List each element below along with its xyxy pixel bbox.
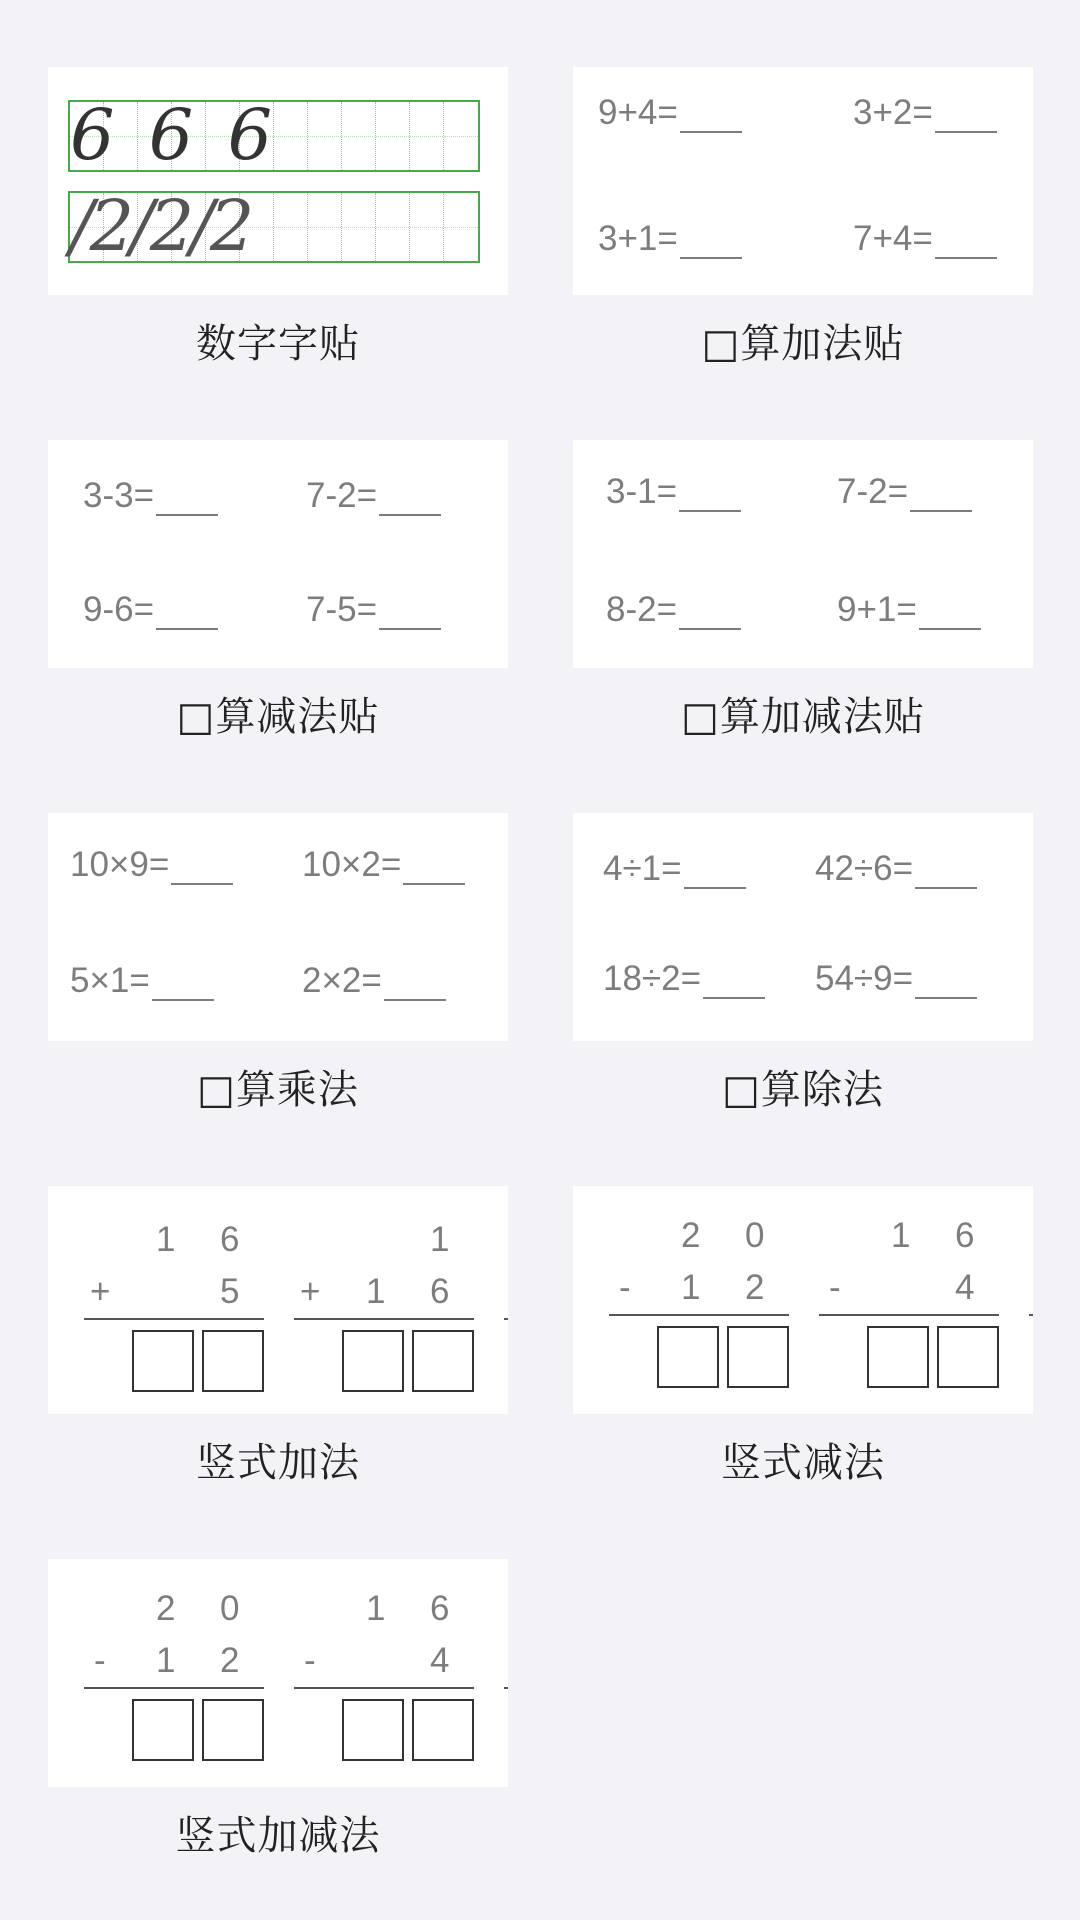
expr-2: 3+2= bbox=[853, 93, 997, 133]
vertical-rule bbox=[84, 1318, 264, 1320]
answer-box[interactable] bbox=[132, 1330, 194, 1392]
expr-2: 7-2= bbox=[306, 476, 441, 516]
vertical-digit: 2 bbox=[745, 1268, 765, 1307]
tile-label-mental-addition[interactable]: □算加法贴 bbox=[701, 321, 905, 367]
expr-4: 2×2= bbox=[302, 961, 446, 1001]
tile-mental-multiplication[interactable] bbox=[48, 813, 508, 1041]
vertical-rule-edge bbox=[504, 1687, 508, 1689]
answer-box[interactable] bbox=[867, 1326, 929, 1388]
vertical-digit: 1 bbox=[891, 1216, 911, 1255]
expr-1: 3-3= bbox=[83, 476, 218, 516]
vertical-digit: 6 bbox=[220, 1220, 240, 1259]
vertical-digit: 1 bbox=[366, 1589, 386, 1628]
tracing-digits-row-1: 6 6 6 bbox=[70, 94, 279, 176]
tile-label-vertical-addition[interactable]: 竖式加法 bbox=[196, 1440, 360, 1486]
vertical-digit: 0 bbox=[220, 1589, 240, 1628]
expr-1: 10×9= bbox=[70, 845, 233, 885]
vertical-rule-edge bbox=[504, 1318, 508, 1320]
tracing-digits-row-2: /2/2/2 bbox=[70, 185, 251, 267]
vertical-operator: - bbox=[619, 1268, 631, 1307]
answer-box[interactable] bbox=[342, 1330, 404, 1392]
expr-4: 7+4= bbox=[853, 219, 997, 259]
expr-3: 5×1= bbox=[70, 961, 214, 1001]
tile-mental-subtraction[interactable] bbox=[48, 440, 508, 668]
vertical-digit: 2 bbox=[156, 1589, 176, 1628]
expr-2: 10×2= bbox=[302, 845, 465, 885]
tile-label-mental-division[interactable]: □算除法 bbox=[722, 1067, 884, 1113]
tile-mental-division[interactable] bbox=[573, 813, 1033, 1041]
vertical-digit: 6 bbox=[430, 1272, 450, 1311]
answer-box[interactable] bbox=[132, 1699, 194, 1761]
tile-label-number-tracing[interactable]: 数字字贴 bbox=[196, 321, 360, 367]
vertical-digit: 1 bbox=[156, 1220, 176, 1259]
tile-mental-addition[interactable] bbox=[573, 67, 1033, 295]
vertical-digit: 1 bbox=[681, 1268, 701, 1307]
expr-1: 3-1= bbox=[606, 472, 741, 512]
answer-box[interactable] bbox=[727, 1326, 789, 1388]
answer-box[interactable] bbox=[342, 1699, 404, 1761]
tile-label-mental-add-sub[interactable]: □算加减法贴 bbox=[681, 694, 925, 740]
expr-2: 7-2= bbox=[837, 472, 972, 512]
answer-box[interactable] bbox=[657, 1326, 719, 1388]
vertical-digit: 1 bbox=[430, 1220, 450, 1259]
vertical-rule bbox=[819, 1314, 999, 1316]
expr-1: 4÷1= bbox=[603, 849, 746, 889]
vertical-digit: 6 bbox=[955, 1216, 975, 1255]
expr-4: 9+1= bbox=[837, 590, 981, 630]
vertical-rule bbox=[294, 1318, 474, 1320]
expr-4: 54÷9= bbox=[815, 959, 977, 999]
vertical-digit: 1 bbox=[366, 1272, 386, 1311]
vertical-digit: 1 bbox=[156, 1641, 176, 1680]
expr-4: 7-5= bbox=[306, 590, 441, 630]
vertical-rule bbox=[294, 1687, 474, 1689]
answer-box[interactable] bbox=[202, 1699, 264, 1761]
vertical-operator: - bbox=[304, 1641, 316, 1680]
vertical-rule bbox=[84, 1687, 264, 1689]
vertical-digit: 2 bbox=[681, 1216, 701, 1255]
vertical-digit: 6 bbox=[430, 1589, 450, 1628]
answer-box[interactable] bbox=[937, 1326, 999, 1388]
tile-label-mental-multiplication[interactable]: □算乘法 bbox=[197, 1067, 359, 1113]
answer-box[interactable] bbox=[412, 1699, 474, 1761]
expr-3: 9-6= bbox=[83, 590, 218, 630]
answer-box[interactable] bbox=[412, 1330, 474, 1392]
tile-vertical-add-sub[interactable] bbox=[48, 1559, 508, 1787]
expr-1: 9+4= bbox=[598, 93, 742, 133]
vertical-digit: 0 bbox=[745, 1216, 765, 1255]
tile-label-vertical-subtraction[interactable]: 竖式减法 bbox=[721, 1440, 885, 1486]
tile-label-mental-subtraction[interactable]: □算减法贴 bbox=[176, 694, 380, 740]
vertical-operator: - bbox=[829, 1268, 841, 1307]
tile-number-tracing[interactable] bbox=[48, 67, 508, 295]
vertical-digit: 4 bbox=[955, 1268, 975, 1307]
tile-vertical-addition[interactable] bbox=[48, 1186, 508, 1414]
vertical-operator: - bbox=[94, 1641, 106, 1680]
tile-vertical-subtraction[interactable] bbox=[573, 1186, 1033, 1414]
expr-3: 3+1= bbox=[598, 219, 742, 259]
tile-label-vertical-add-sub[interactable]: 竖式加减法 bbox=[175, 1813, 381, 1859]
vertical-digit: 2 bbox=[220, 1641, 240, 1680]
vertical-operator: + bbox=[300, 1272, 321, 1311]
vertical-rule-edge bbox=[1029, 1314, 1033, 1316]
vertical-operator: + bbox=[90, 1272, 111, 1311]
expr-3: 8-2= bbox=[606, 590, 741, 630]
answer-box[interactable] bbox=[202, 1330, 264, 1392]
vertical-digit: 4 bbox=[430, 1641, 450, 1680]
expr-3: 18÷2= bbox=[603, 959, 765, 999]
tile-mental-add-sub[interactable] bbox=[573, 440, 1033, 668]
vertical-rule bbox=[609, 1314, 789, 1316]
expr-2: 42÷6= bbox=[815, 849, 977, 889]
vertical-digit: 5 bbox=[220, 1272, 240, 1311]
